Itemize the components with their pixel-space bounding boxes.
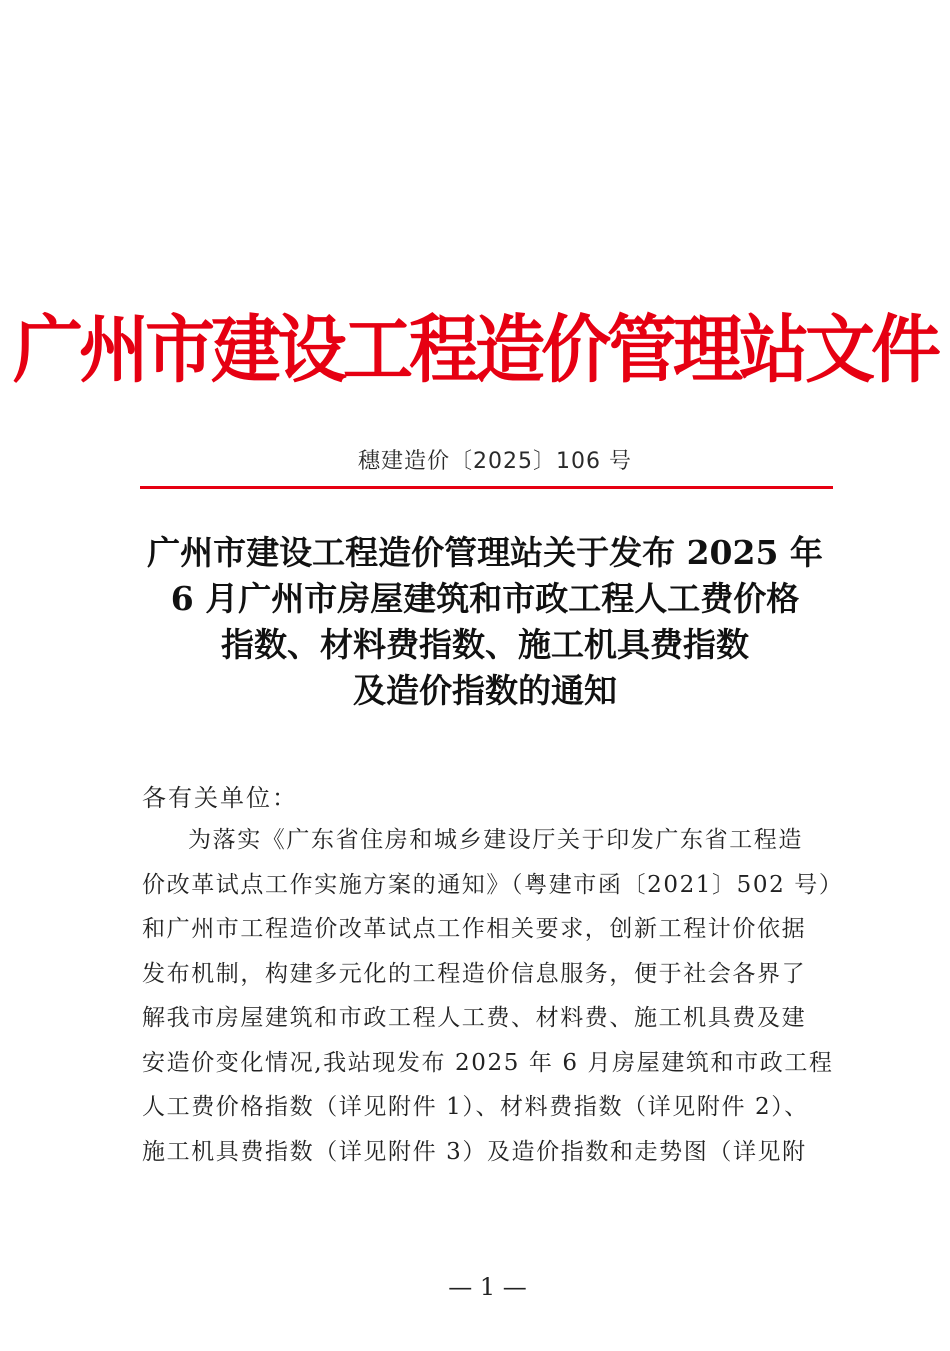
- notice-title: [100, 530, 870, 714]
- body-line: 为落实《广东省住房和城乡建设厅关于印发广东省工程造: [188, 827, 803, 853]
- notice-title-line: 及造价指数的通知: [353, 671, 617, 710]
- body-line: 施工机具费指数（详见附件 3）及造价指数和走势图（详见附: [142, 1138, 807, 1165]
- notice-title-line: 广州市建设工程造价管理站关于发布 2025 年: [147, 533, 823, 572]
- body-paragraph: [142, 818, 842, 1174]
- body-line: 安造价变化情况,我站现发布 2025 年 6 月房屋建筑和市政工程: [142, 1049, 834, 1076]
- notice-title-line: 指数、材料费指数、施工机具费指数: [221, 625, 749, 664]
- body-line: 和广州市工程造价改革试点工作相关要求，创新工程计价依据: [142, 916, 807, 942]
- body-line: 人工费价格指数（详见附件 1）、材料费指数（详见附件 2）、: [142, 1094, 809, 1120]
- notice-title-line: 6 月广州市房屋建筑和市政工程人工费价格: [170, 579, 800, 618]
- body-line: 解我市房屋建筑和市政工程人工费、材料费、施工机具费及建: [142, 1005, 807, 1031]
- document-number: 穗建造价〔2025〕106 号: [358, 449, 632, 474]
- masthead-title: 广州市建设工程造价管理站文件: [13, 306, 937, 394]
- page-number: — 1 —: [448, 1273, 527, 1301]
- red-divider-line: [140, 486, 833, 489]
- salutation: 各有关单位：: [142, 784, 298, 812]
- body-line: 发布机制，构建多元化的工程造价信息服务，便于社会各界了: [142, 960, 807, 987]
- body-line: 价改革试点工作实施方案的通知》（粤建市函〔2021〕502 号）: [142, 871, 844, 898]
